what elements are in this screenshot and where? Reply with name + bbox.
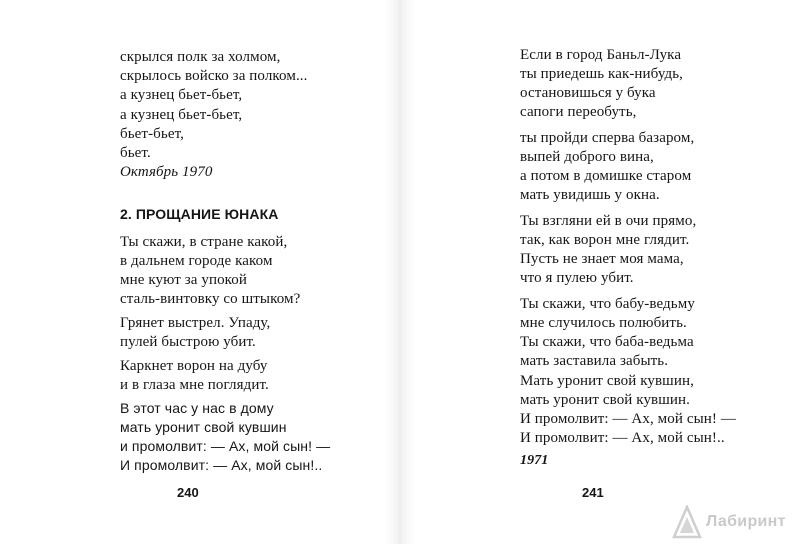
verse-line: И промолвит: — Ах, мой сын!.. [120, 457, 323, 473]
verse-line: бьет-бьет, [120, 126, 184, 142]
verse-line: Ты скажи, в стране какой, [120, 234, 288, 250]
section-heading: 2. ПРОЩАНИЕ ЮНАКА [120, 206, 279, 222]
verse-line: а кузнец бьет-бьет, [120, 107, 243, 123]
verse-line: что я пулею убит. [520, 270, 634, 286]
verse-line: сапоги переобуть, [520, 104, 637, 120]
labirint-logo-icon [672, 505, 702, 539]
verse-line: так, как ворон мне глядит. [520, 232, 690, 248]
verse-line: В этот час у нас в дому [120, 400, 274, 416]
verse-line: а кузнец бьет-бьет, [120, 87, 243, 103]
verse-line: Пусть не знает моя мама, [520, 251, 684, 267]
verse-line: мать уронит свой кувшин. [520, 392, 690, 408]
page-number: 241 [582, 485, 604, 500]
right-page [400, 0, 800, 544]
verse-line: мне случилось полюбить. [520, 315, 687, 331]
verse-line: мать заставила забыть. [520, 353, 669, 369]
verse-line: Ты скажи, что баба-ведьма [520, 334, 694, 350]
verse-line: бьет. [120, 145, 151, 161]
poem-date: Октябрь 1970 [120, 164, 213, 180]
verse-line: выпей доброго вина, [520, 149, 654, 165]
verse-line: ты приедешь как-нибудь, [520, 66, 684, 82]
verse-line: Мать уронит свой кувшин, [520, 373, 694, 389]
verse-line: Грянет выстрел. Упаду, [120, 315, 271, 331]
verse-line: и в глаза мне поглядит. [120, 377, 269, 393]
verse-line: пулей быстрою убит. [120, 334, 256, 350]
verse-line: мать уронит свой кувшин [120, 419, 287, 435]
verse-line: сталь-винтовку со штыком? [120, 291, 301, 307]
verse-line: мать увидишь у окна. [520, 187, 660, 203]
verse-line: в дальнем городе каком [120, 253, 273, 269]
page-number: 240 [177, 485, 199, 500]
poem-date: 1971 [520, 453, 549, 468]
verse-line: Ты скажи, что бабу-ведьму [520, 296, 695, 312]
verse-line: скрылось войско за полком... [120, 68, 308, 84]
watermark-text: Лабиринт [706, 513, 786, 530]
verse-line: и промолвит: — Ах, мой сын! — [120, 438, 331, 454]
verse-line: ты пройди сперва базаром, [520, 130, 695, 146]
labirint-watermark [672, 500, 800, 544]
verse-line: И промолвит: — Ах, мой сын!.. [520, 430, 725, 446]
verse-line: а потом в домишке старом [520, 168, 692, 184]
verse-line: мне куют за упокой [120, 272, 248, 288]
verse-line: И промолвит: — Ах, мой сын! — [520, 411, 736, 427]
verse-line: скрылся полк за холмом, [120, 49, 281, 65]
verse-line: остановишься у бука [520, 85, 656, 101]
verse-line: Каркнет ворон на дубу [120, 358, 268, 374]
verse-line: Если в город Баньл-Лука [520, 47, 682, 63]
verse-line: Ты взгляни ей в очи прямо, [520, 213, 697, 229]
